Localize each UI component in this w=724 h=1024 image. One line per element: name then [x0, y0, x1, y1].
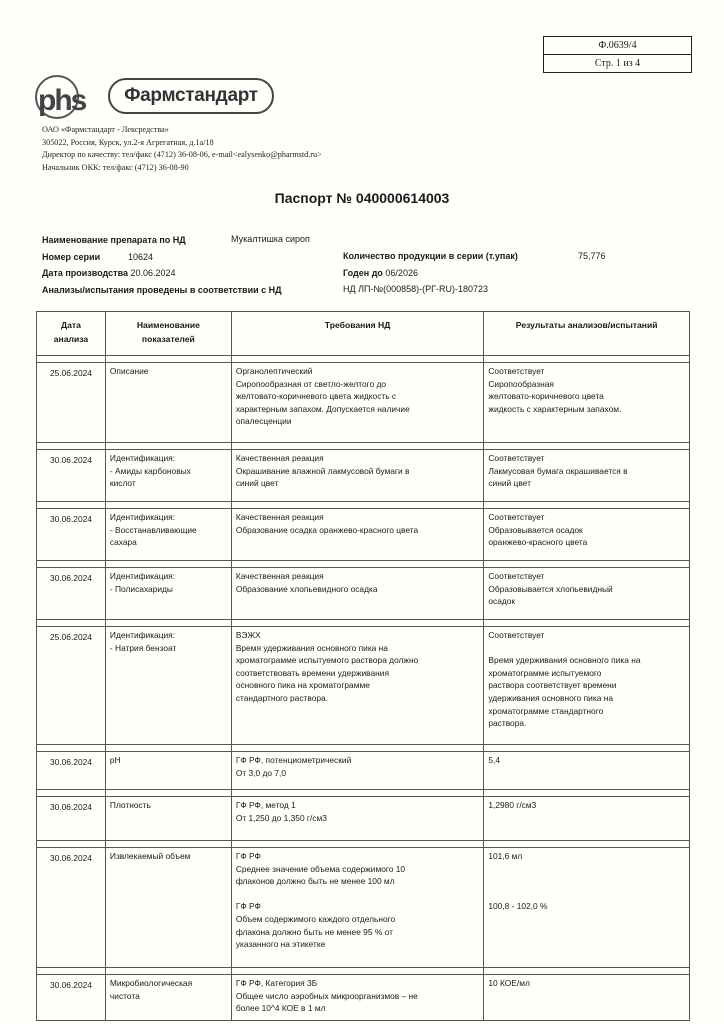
- requirement-line: стандартного раствора.: [235, 692, 329, 703]
- table-row: [37, 797, 690, 841]
- requirement-cell: [231, 509, 484, 561]
- analysis-date-cell: [37, 797, 106, 841]
- table-row: [37, 975, 690, 1021]
- spacer-cell: [484, 968, 690, 975]
- analysis-date-cell: [37, 568, 106, 620]
- result-line: 100,8 - 102,0 %: [488, 901, 548, 912]
- result-line: [488, 642, 685, 655]
- result-line: раствора.: [488, 718, 527, 729]
- analysis-date: 30.06.2024: [50, 802, 92, 812]
- drug-name-value: Мукалтишка сироп: [231, 234, 310, 244]
- analysis-date: 30.06.2024: [50, 514, 92, 524]
- result-line: оранжево-красного цвета: [488, 537, 588, 548]
- brand-name: Фармстандарт: [108, 78, 274, 114]
- analysis-date-cell: [37, 848, 106, 968]
- requirement-line: Общее число аэробных микроорганизмов – не: [235, 990, 418, 1001]
- indicator-cell: [105, 848, 231, 968]
- spacer-cell: [484, 502, 690, 509]
- indicator-cell-content: [106, 848, 231, 865]
- company-quality-director: Директор по качеству: тел/факс (4712) 36-08-06, e-mail<ealysenko@pharmstd.ru>: [42, 150, 322, 160]
- result-line: Образовывается хлопьевидный: [488, 583, 613, 594]
- requirement-line: соответствовать времени удерживания: [235, 667, 389, 678]
- header-indicator-line: Наименование: [136, 320, 200, 330]
- indicator-cell: [105, 509, 231, 561]
- indicator-cell: [105, 975, 231, 1021]
- requirement-cell: [231, 752, 484, 790]
- nd-value: НД ЛП-№(000858)-(РГ-RU)-180723: [343, 284, 489, 294]
- analysis-date: 30.06.2024: [50, 573, 92, 583]
- production-date: [42, 268, 176, 278]
- analysis-date-cell: [37, 975, 106, 1021]
- table-spacer: [37, 561, 690, 568]
- spacer-cell: [484, 790, 690, 797]
- quantity-value: 75,776: [578, 251, 606, 261]
- indicator-cell: [105, 627, 231, 745]
- indicator-cell-content: [106, 363, 231, 380]
- spacer-cell: [105, 620, 231, 627]
- spacer-cell: [484, 841, 690, 848]
- requirement-line: указанного на этикетке: [235, 939, 326, 950]
- requirement-line: Качественная реакция: [235, 512, 324, 522]
- requirement-cell: [231, 975, 484, 1021]
- result-line: жидкость с характерным запахом.: [488, 403, 622, 414]
- spacer-cell: [37, 620, 106, 627]
- requirement-line: Окрашивание влажной лакмусовой бумаги в: [235, 465, 410, 476]
- indicator-line: чистота: [109, 990, 140, 1001]
- indicator-cell-content: [106, 627, 231, 656]
- requirement-line: синий цвет: [235, 478, 279, 489]
- indicator-line: Микробиологическая: [109, 978, 193, 988]
- requirement-cell: [231, 848, 484, 968]
- header-date: [37, 312, 106, 356]
- page-title: Паспорт № 040000614003: [274, 190, 450, 206]
- requirement-cell-content: [232, 363, 484, 430]
- table-spacer: [37, 745, 690, 752]
- indicator-cell: [105, 752, 231, 790]
- result-cell: [484, 975, 690, 1021]
- nd-label: Анализы/испытания проведены в соответствии с НД: [42, 285, 282, 295]
- spacer-cell: [105, 561, 231, 568]
- table-row: [37, 848, 690, 968]
- table-row: [37, 450, 690, 502]
- indicator-cell-content: [106, 568, 231, 597]
- form-code-box: [543, 36, 692, 73]
- result-line: Соответствует: [488, 453, 545, 463]
- result-cell: [484, 509, 690, 561]
- indicator-cell: [105, 797, 231, 841]
- analysis-date-cell: [37, 509, 106, 561]
- result-line: 10 КОЕ/мл: [488, 978, 530, 988]
- expiry-date-label: Годен до: [343, 268, 383, 278]
- form-code: Ф.0639/4: [544, 37, 691, 55]
- header-date-line: анализа: [53, 334, 89, 344]
- result-cell: [484, 797, 690, 841]
- requirement-line: флакона должно быть не менее 95 % от: [235, 926, 393, 937]
- indicator-cell-content: [106, 975, 231, 1004]
- company-address: 305022, Россия, Курск, ул.2-я Агрегатная, д.1а/18: [42, 137, 214, 147]
- indicator-line: Плотность: [109, 800, 151, 810]
- requirement-line: ГФ РФ: [235, 901, 261, 912]
- result-line: 1,2980 г/см3: [488, 800, 537, 810]
- production-date-label: Дата производства: [42, 268, 128, 278]
- indicator-line: Извлекаемый объем: [109, 851, 191, 861]
- table-row: [37, 363, 690, 443]
- analysis-date: 25.06.2024: [50, 368, 92, 378]
- spacer-cell: [231, 561, 484, 568]
- result-cell: [484, 627, 690, 745]
- quantity-label: Количество продукции в серии (т.упак): [343, 251, 518, 261]
- analysis-date-cell: [37, 450, 106, 502]
- indicator-line: pH: [109, 755, 121, 765]
- expiry-date: [343, 268, 418, 278]
- requirement-line: желтовато-коричневого цвета жидкость с: [235, 391, 397, 402]
- spacer-cell: [484, 620, 690, 627]
- header-date-line: Дата: [61, 320, 81, 330]
- table-spacer: [37, 968, 690, 975]
- table-row: [37, 568, 690, 620]
- result-cell-content: [484, 363, 689, 417]
- requirement-cell-content: [232, 752, 484, 781]
- requirement-cell-content: [232, 797, 484, 826]
- phs-logo-icon: [34, 74, 104, 120]
- result-line: удерживания основного пика на: [488, 692, 613, 703]
- requirement-cell: [231, 627, 484, 745]
- analysis-date: 30.06.2024: [50, 455, 92, 465]
- result-line: Соответствует: [488, 571, 545, 581]
- result-cell-content: [484, 627, 689, 732]
- table-spacer: [37, 620, 690, 627]
- table-spacer: [37, 356, 690, 363]
- table-spacer: [37, 841, 690, 848]
- result-line: хроматограмме испытуемого: [488, 667, 602, 678]
- requirement-cell: [231, 363, 484, 443]
- indicator-line: - Восстанавливающие: [109, 524, 197, 535]
- result-line: Время удерживания основного пика на: [488, 655, 641, 666]
- requirement-line: Образование хлопьевидного осадка: [235, 583, 378, 594]
- indicator-cell: [105, 450, 231, 502]
- spacer-cell: [231, 502, 484, 509]
- requirement-cell-content: [232, 975, 484, 1017]
- spacer-cell: [37, 968, 106, 975]
- indicator-line: сахара: [109, 537, 137, 548]
- spacer-cell: [37, 561, 106, 568]
- table-row: [37, 627, 690, 745]
- spacer-cell: [231, 790, 484, 797]
- page-number: Стр. 1 из 4: [594, 58, 641, 69]
- drug-name-label: Наименование препарата по НД: [42, 235, 186, 245]
- header-requirements: Требования НД: [231, 312, 484, 356]
- requirement-line: Объем содержимого каждого отдельного: [235, 913, 396, 924]
- series-label: Номер серии: [42, 252, 101, 262]
- requirement-cell: [231, 568, 484, 620]
- requirement-line: От 1,250 до 1,350 г/см3: [235, 812, 327, 823]
- production-date-value: 20.06.2024: [130, 268, 176, 278]
- indicator-line: Идентификация:: [109, 571, 176, 581]
- result-line: синий цвет: [488, 478, 531, 489]
- result-cell: [484, 363, 690, 443]
- requirement-cell: [231, 797, 484, 841]
- requirement-line: хроматограмме испытуемого раствора должно: [235, 655, 419, 666]
- requirement-line: флаконов должно быть не менее 100 мл: [235, 876, 395, 887]
- requirement-line: От 3,0 до 7,0: [235, 767, 286, 778]
- result-cell: [484, 752, 690, 790]
- requirement-cell: [231, 450, 484, 502]
- requirement-line: ГФ РФ: [235, 851, 261, 861]
- requirement-line: более 10^4 КОЕ в 1 мл: [235, 1003, 326, 1014]
- indicator-cell-content: [106, 752, 231, 769]
- result-line: Соответствует: [488, 630, 545, 640]
- requirement-line: Среднее значение объема содержимого 10: [235, 863, 406, 874]
- spacer-cell: [484, 745, 690, 752]
- requirement-cell-content: [232, 627, 484, 707]
- requirement-cell-content: [232, 568, 484, 597]
- spacer-cell: [105, 841, 231, 848]
- requirement-cell-content: [232, 450, 484, 492]
- result-cell-content: [484, 568, 689, 610]
- spacer-cell: [231, 841, 484, 848]
- company-line: ОАО «Фармстандарт - Лексредства»: [42, 125, 169, 134]
- indicator-line: кислот: [109, 478, 136, 489]
- spacer-cell: [231, 968, 484, 975]
- result-cell-content: [484, 848, 689, 915]
- spacer-cell: [105, 745, 231, 752]
- analysis-date: 30.06.2024: [50, 757, 92, 767]
- spacer-cell: [105, 968, 231, 975]
- spacer-cell: [37, 745, 106, 752]
- requirement-line: характерным запахом. Допускается наличие: [235, 403, 410, 414]
- spacer-cell: [37, 790, 106, 797]
- requirement-line: ГФ РФ, потенциометрический: [235, 755, 352, 765]
- spacer-cell: [105, 502, 231, 509]
- requirement-line: опалесценции: [235, 416, 292, 427]
- requirement-line: Сиропообразная от светло-желтого до: [235, 378, 387, 389]
- analysis-date: 25.06.2024: [50, 632, 92, 642]
- indicator-line: Описание: [109, 366, 149, 376]
- table-row: [37, 752, 690, 790]
- requirement-line: Качественная реакция: [235, 571, 324, 581]
- result-cell-content: [484, 509, 689, 551]
- requirement-line: Время удерживания основного пика на: [235, 642, 388, 653]
- logo-mark-text: phs: [38, 84, 86, 117]
- spacer-cell: [37, 502, 106, 509]
- result-line: Образовывается осадок: [488, 524, 583, 535]
- result-line: [488, 888, 685, 901]
- spacer-cell: [37, 443, 106, 450]
- spacer-cell: [37, 841, 106, 848]
- result-line: Соответствует: [488, 366, 545, 376]
- result-line: Лакмусовая бумага окрашивается в: [488, 465, 628, 476]
- table-spacer: [37, 502, 690, 509]
- result-cell-content: [484, 450, 689, 492]
- result-line: 101,6 мл: [488, 851, 523, 861]
- spacer-cell: [231, 620, 484, 627]
- result-cell-content: [484, 797, 689, 814]
- table-spacer: [37, 443, 690, 450]
- analysis-date: 30.06.2024: [50, 853, 92, 863]
- result-line: Сиропообразная: [488, 378, 554, 389]
- indicator-cell-content: [106, 797, 231, 814]
- indicator-cell: [105, 363, 231, 443]
- company-info: [42, 124, 322, 174]
- requirement-line: ГФ РФ, Категория 3Б: [235, 978, 318, 988]
- table-header-row: [37, 312, 690, 356]
- indicator-line: - Натрия бензоат: [109, 642, 177, 653]
- spacer-cell: [484, 561, 690, 568]
- header-indicator: [105, 312, 231, 356]
- analysis-date: 30.06.2024: [50, 980, 92, 990]
- expiry-date-value: 06/2026: [385, 268, 418, 278]
- result-line: Соответствует: [488, 512, 545, 522]
- requirement-line: [236, 888, 480, 901]
- result-cell: [484, 568, 690, 620]
- spacer-cell: [484, 443, 690, 450]
- requirement-cell-content: [232, 848, 484, 953]
- analysis-table: [36, 311, 690, 1021]
- series-value: 10624: [128, 252, 154, 262]
- indicator-cell-content: [106, 509, 231, 551]
- result-line: 5,4: [488, 755, 501, 765]
- indicator-cell-content: [106, 450, 231, 492]
- indicator-line: Идентификация:: [109, 453, 176, 463]
- analysis-date-cell: [37, 363, 106, 443]
- result-line: хроматограмме стандартного: [488, 705, 604, 716]
- result-line: [488, 875, 685, 888]
- requirement-line: основного пика на хроматограмме: [235, 680, 370, 691]
- table-spacer: [37, 790, 690, 797]
- requirement-line: ВЭЖХ: [235, 630, 261, 640]
- analysis-date-cell: [37, 752, 106, 790]
- requirement-line: Качественная реакция: [235, 453, 324, 463]
- requirement-line: Образование осадка оранжево-красного цвета: [235, 524, 419, 535]
- result-cell: [484, 848, 690, 968]
- indicator-cell: [105, 568, 231, 620]
- requirement-line: Органолептический: [235, 366, 313, 376]
- spacer-cell: [231, 443, 484, 450]
- result-line: желтовато-коричневого цвета: [488, 391, 604, 402]
- result-line: [488, 863, 685, 876]
- indicator-line: Идентификация:: [109, 512, 176, 522]
- result-cell-content: [484, 975, 689, 992]
- header-results: Результаты анализов/испытаний: [484, 312, 690, 356]
- result-cell: [484, 450, 690, 502]
- header-indicator-line: показателей: [141, 334, 195, 344]
- company-okk-head: Начальник ОКК: тел/факс (4712) 36-08-90: [42, 162, 189, 172]
- requirement-line: ГФ РФ, метод 1: [235, 800, 296, 810]
- result-line: раствора соответствует времени: [488, 680, 617, 691]
- spacer-cell: [231, 745, 484, 752]
- spacer-cell: [105, 790, 231, 797]
- indicator-line: - Амиды карбоновых: [109, 465, 191, 476]
- result-cell-content: [484, 752, 689, 769]
- indicator-line: Идентификация:: [109, 630, 176, 640]
- table-row: [37, 509, 690, 561]
- indicator-line: - Полисахариды: [109, 583, 173, 594]
- analysis-date-cell: [37, 627, 106, 745]
- requirement-cell-content: [232, 509, 484, 538]
- result-line: осадок: [488, 596, 516, 607]
- spacer-cell: [105, 443, 231, 450]
